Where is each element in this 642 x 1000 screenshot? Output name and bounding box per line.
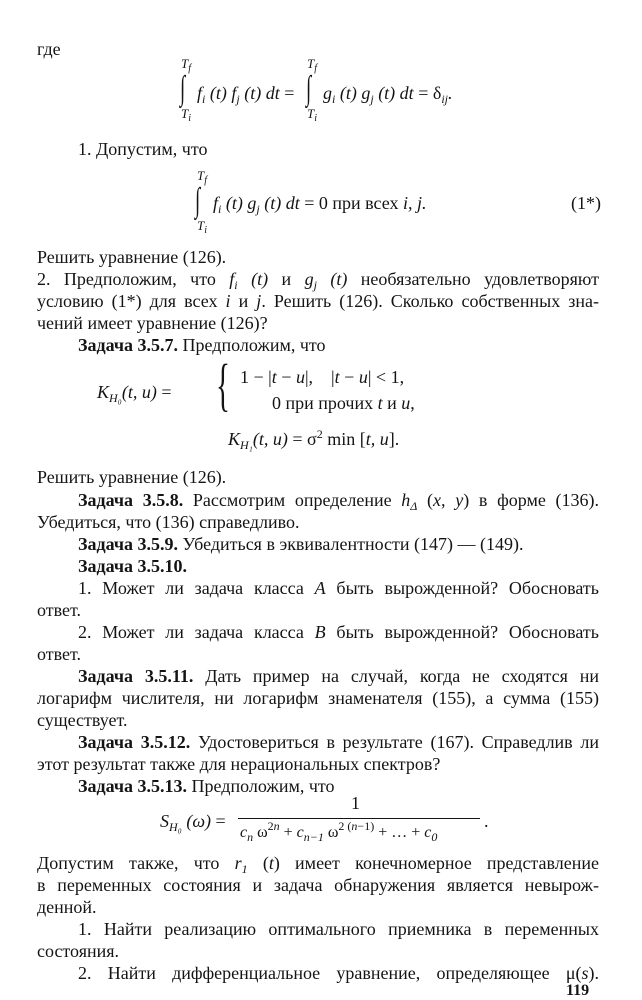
equation-1-star-label: (1*): [571, 193, 601, 213]
kernel-h0-case-2: 0 при прочих t и u,: [272, 393, 415, 413]
item-2-line-2: условию (1*) для всех i и j. Решить (126). Сколько собственных зна-: [37, 291, 599, 311]
integral-upper-limit: $T_f$: [197, 168, 208, 186]
integral-sign: ∫: [180, 70, 186, 107]
task-3-5-11-line-2: логарифм числителя, ни логарифм знаменателя (155), а сумма (155): [37, 688, 599, 708]
kernel-h1-equation: $K_{H_1}(t$, $u) = \sigma^2$ min [t, u].: [228, 427, 400, 452]
equation-1-star-body: $f_i$ (t) $g_j$ (t) dt = 0 при всех i, j.: [213, 193, 427, 216]
integral-upper-limit: $T_f$: [307, 56, 318, 74]
word-where: где: [37, 39, 61, 59]
integral-sign: ∫: [195, 182, 201, 219]
task-3-5-12-line-1: Задача 3.5.12. Удостовериться в результате (167). Справедлив ли: [78, 732, 599, 752]
left-brace: {: [216, 352, 230, 417]
integral-upper-limit: $T_f$: [181, 56, 192, 74]
integral-sign: ∫: [306, 70, 312, 107]
integral-lower-limit: $T_i$: [181, 106, 192, 124]
kernel-h0-case-1: 1 − |t − u|, |t − u| < 1,: [240, 367, 405, 387]
task-3-5-11-line-1: Задача 3.5.11. Дать пример на случай, когда не сходятся ни: [78, 666, 600, 686]
orthonormality-right: $g_i$ (t) $g_j$ (t) dt = $\delta_{ij}$.: [323, 83, 453, 106]
question-2-line-2: ответ.: [37, 644, 82, 664]
question-1-line-1: 1. Может ли задача класса A быть вырожденной? Обосновать: [78, 578, 599, 598]
task-3-5-13: Задача 3.5.13. Предположим, что: [78, 776, 335, 796]
kernel-h0-lhs: $K_{H_0}(t$, u) =: [97, 382, 172, 405]
assume-line-2: в переменных состояния и задача обнаружения является невырож-: [37, 875, 599, 895]
solve-126-again: Решить уравнение (126).: [37, 467, 227, 487]
item-1: 1. Допустим, что: [78, 139, 208, 159]
find-2: 2. Найти дифференциальное уравнение, определяющее μ(s).: [78, 963, 599, 983]
task-3-5-11-line-3: существует.: [37, 710, 128, 730]
task-3-5-8-line-2: Убедиться, что (136) справедливо.: [37, 512, 300, 532]
spectrum-numerator: 1: [351, 793, 360, 813]
item-2-line-1: 2. Предположим, что $f_i$ (t) и $g_j$ (t) необязательно удовлетворяют: [37, 269, 599, 292]
solve-126: Решить уравнение (126).: [37, 247, 227, 267]
page-number: 119: [566, 982, 590, 999]
spectrum-period: .: [484, 811, 489, 831]
question-1-line-2: ответ.: [37, 600, 82, 620]
find-1-line-1: 1. Найти реализацию оптимального приемника в переменных: [78, 919, 599, 939]
task-3-5-12-line-2: этот результат также для нерациональных спектров?: [37, 754, 441, 774]
task-3-5-7: Задача 3.5.7. Предположим, что: [78, 335, 326, 355]
integral-lower-limit: $T_i$: [197, 218, 208, 236]
task-3-5-10: Задача 3.5.10.: [78, 556, 188, 576]
orthonormality-left: $f_i$ (t) $f_j$ (t) dt =: [197, 83, 295, 106]
assume-line-1: Допустим также, что $r_1$ (t) имеет конечномерное представление: [37, 853, 599, 876]
spectrum-lhs: $S_{H_0}$ (ω) =: [160, 811, 226, 834]
item-2-line-3: чений имеет уравнение (126)?: [37, 313, 268, 333]
task-3-5-8-line-1: Задача 3.5.8. Рассмотрим определение $h_\Delta$ (x, y) в форме (136).: [78, 490, 600, 513]
question-2-line-1: 2. Может ли задача класса B быть вырожденной? Обосновать: [78, 622, 599, 642]
find-1-line-2: состояния.: [37, 941, 120, 961]
assume-line-3: денной.: [37, 897, 97, 917]
integral-lower-limit: $T_i$: [307, 106, 318, 124]
spectrum-denominator: $c_n$ $\omega^{2n} + c_{n-1}$ $\omega^{2 (n-1)}$ + … + $c_0$: [240, 819, 438, 844]
task-3-5-9: Задача 3.5.9. Убедиться в эквивалентности (147) — (149).: [78, 534, 524, 554]
